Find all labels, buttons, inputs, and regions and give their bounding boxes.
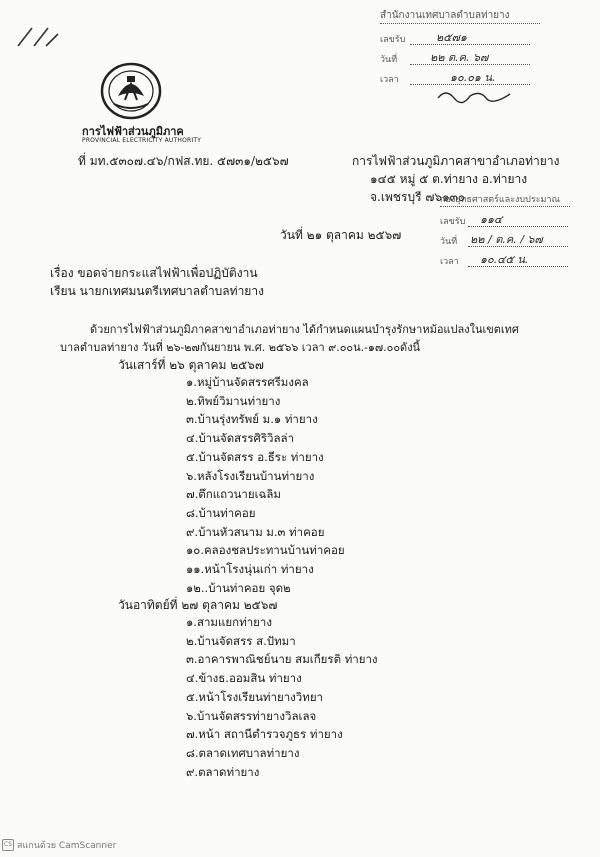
receive-time-value: ๑๐.๐๑ น. [450,71,496,84]
list-item: ๘.บ้านท่าคอย [186,505,256,520]
day1-heading: วันเสาร์ที่ ๒๖ ตุลาคม ๒๕๖๗ [118,358,264,372]
camscanner-icon: CS [2,839,14,851]
division-time-value: ๑๐.๔๕ น. [480,253,529,266]
receive-time-label: เวลา [380,75,399,85]
receive-date-label: วันที่ [380,55,398,65]
list-item: ๓.อาคารพาณิชย์นาย สมเกียรติ ท่ายาง [186,652,378,667]
division-time-label: เวลา [440,257,459,267]
list-item: ๕.บ้านจัดสรร อ.ธีระ ท่ายาง [186,449,324,464]
list-item: ๓.บ้านรุ่งทรัพย์ ม.๑ ท่ายาง [186,412,318,427]
reference-number: ที่ มท.๕๓๐๗.๔๖/กฟส.ทย. ๕๗๓๑/๒๕๖๗ [78,154,289,168]
sender-address-line1: ๑๔๕ หมู่ ๕ ต.ท่ายาง อ.ท่ายาง [370,172,528,186]
letter-recipient: เรียน นายกเทศมนตรีเทศบาลตำบลท่ายาง [50,284,264,298]
letter-date: วันที่ ๒๑ ตุลาคม ๒๕๖๗ [280,228,402,242]
receive-no-label: เลขรับ [380,35,406,45]
list-item: ๕.หน้าโรงเรียนท่ายางวิทยา [186,689,324,704]
receive-stamp [380,8,540,106]
list-item: ๘.ตลาดเทศบาลท่ายาง [186,745,300,760]
division-no-label: เลขรับ [440,217,466,227]
list-item: ๗.หน้า สถานีตำรวจภูธร ท่ายาง [186,727,343,742]
list-item: ๔.ข้างธ.ออมสิน ท่ายาง [186,671,302,686]
list-item: ๒.ทิพย์วิมานท่ายาง [186,393,281,408]
list-item: ๖.หลังโรงเรียนบ้านท่ายาง [186,468,315,483]
list-item: ๑๑.หน้าโรงนุ่นเก่า ท่ายาง [186,562,314,576]
pea-logo-icon [100,62,162,120]
list-item: ๑.หมู่บ้านจัดสรรศรีมงคล [186,375,309,389]
list-item: ๑๒..บ้านท่าคอย จุด๒ [186,580,291,595]
list-item: ๗.ตึกแถวนายเฉลิม [186,487,282,502]
list-item: ๑.สามแยกท่ายาง [186,615,272,629]
sender-address-line2: จ.เพชรบุรี ๗๖๑๓๐ [370,190,466,204]
pen-mark-icon [14,24,64,50]
division-stamp-header: กองยุทธศาสตร์และงบประมาณ [440,195,560,205]
camscanner-text: สแกนด้วย CamScanner [17,841,117,851]
list-item: ๙.บ้านหัวสนาม ม.๓ ท่าคอย [186,524,325,539]
division-date-label: วันที่ [440,237,458,247]
receive-no-value: ๒๕๗๑ [436,31,467,44]
list-item: ๑๐.คลองชลประทานบ้านท่าคอย [186,543,345,558]
list-item: ๔.บ้านจัดสรรศิริวิลล่า [186,431,295,446]
list-item: ๖.บ้านจัดสรรท่ายางวิลเลจ [186,708,317,723]
body-line-2: บาลตำบลท่ายาง วันที่ ๒๖-๒๗กันยายน พ.ศ. ๒๕๖๖ เวลา ๙.๐๐น.-๑๗.๐๐ดังนี้ [60,341,421,354]
org-name-th: การไฟฟ้าส่วนภูมิภาค [82,125,184,138]
org-name-en: PROVINCIAL ELECTRICITY AUTHORITY [82,137,202,144]
camscanner-watermark [2,838,116,852]
body-line-1: ด้วยการไฟฟ้าส่วนภูมิภาคสาขาอำเภอท่ายาง ได้กำหนดแผนบำรุงรักษาหม้อแปลงในเขตเทศ [90,323,519,336]
list-item: ๒.บ้านจัดสรร ส.ปัทมา [186,633,296,648]
sender-office: การไฟฟ้าส่วนภูมิภาคสาขาอำเภอท่ายาง [352,154,560,168]
receive-stamp-header: สำนักงานเทศบาลตำบลท่ายาง [380,10,510,21]
signature-icon [436,86,516,104]
receive-date-value: ๒๒ ต.ค. ๖๗ [430,51,489,64]
division-no-value: ๑๑๔ [480,213,503,226]
division-date-value: ๒๒ / ต.ค. / ๖๗ [470,233,543,246]
list-item: ๙.ตลาดท่ายาง [186,764,260,779]
division-stamp [440,190,570,270]
letter-subject: เรื่อง ขอดจ่ายกระแสไฟฟ้าเพื่อปฏิบัติงาน [50,266,258,280]
day2-heading: วันอาทิตย์ที่ ๒๗ ตุลาคม ๒๕๖๗ [118,598,278,612]
